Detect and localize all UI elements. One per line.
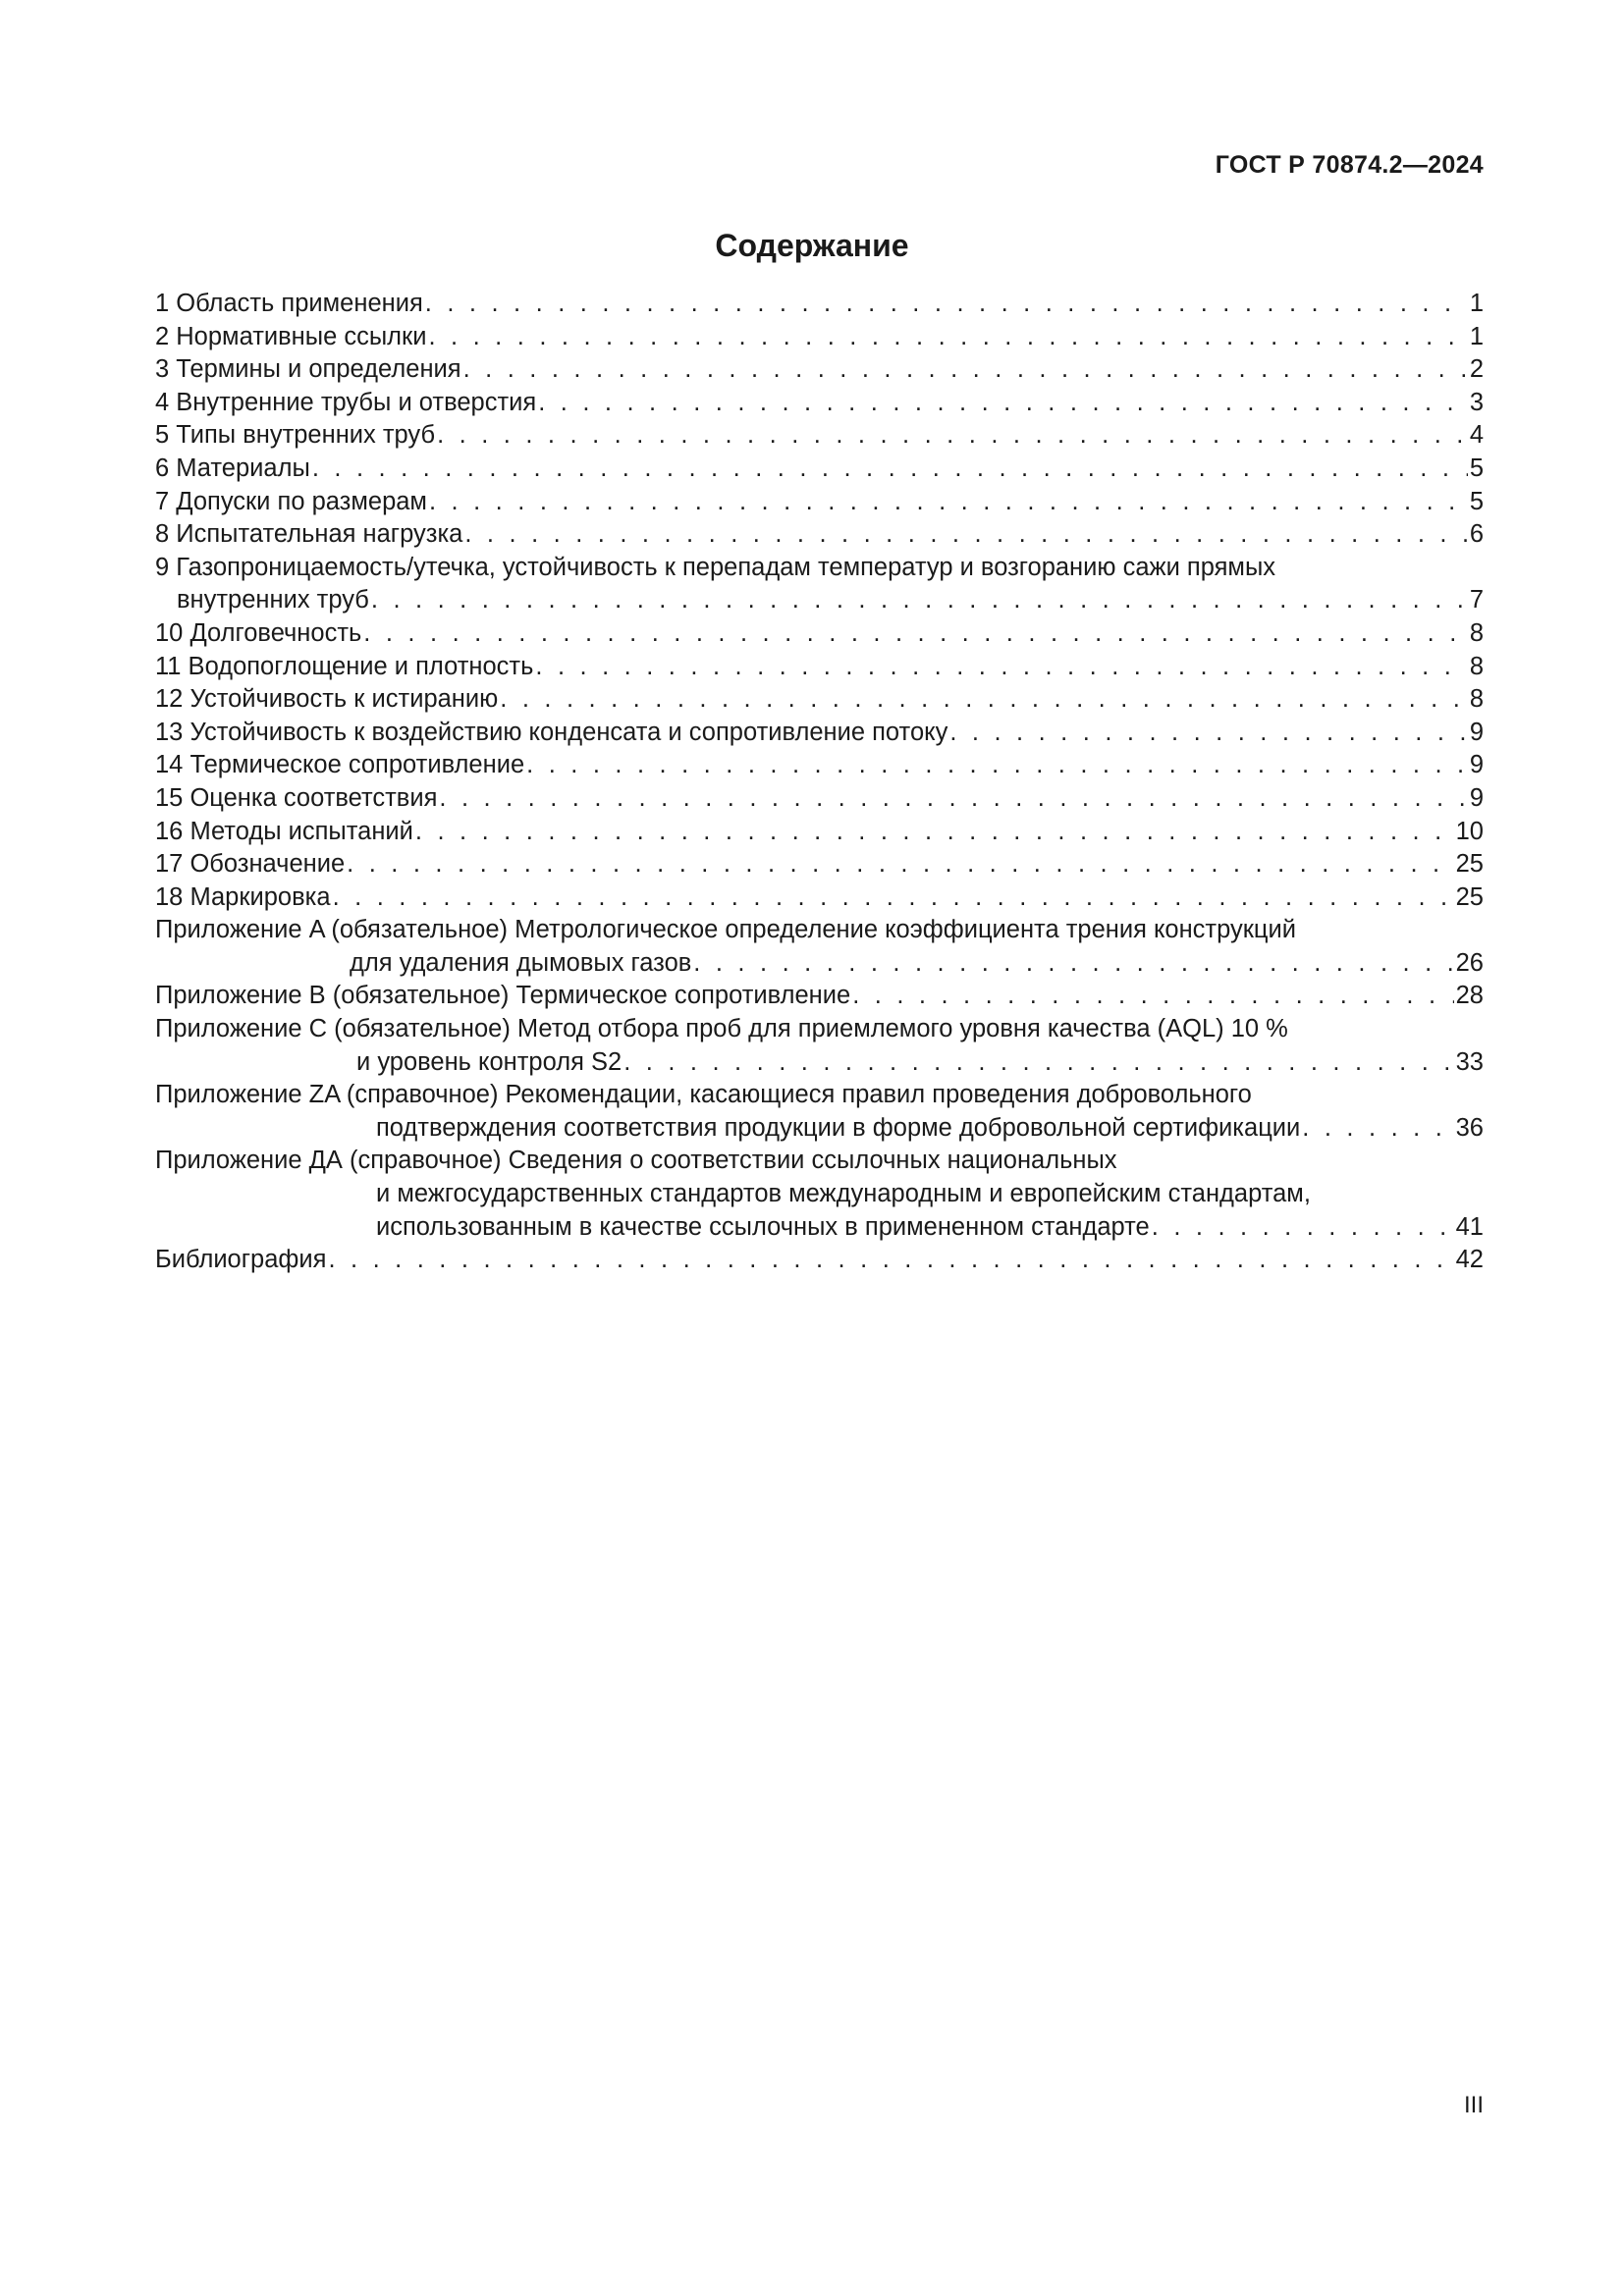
toc-entry-page: 41	[1455, 1212, 1484, 1241]
toc-entry[interactable]	[155, 1013, 1484, 1079]
toc-entry-page: 26	[1455, 948, 1484, 977]
toc-entry-title-continued: для удаления дымовых газов	[350, 948, 692, 977]
toc-entry-title: 2 Нормативные ссылки	[155, 322, 427, 350]
toc-entry-title: 14 Термическое сопротивление	[155, 751, 525, 779]
toc-entry-title-continued: подтверждения соответствия продукции в форме добровольной сертификации	[376, 1113, 1301, 1142]
toc-entry-page: 8	[1469, 618, 1484, 647]
toc-entry-title: 4 Внутренние трубы и отверстия	[155, 388, 537, 416]
toc-entry[interactable]	[155, 353, 1484, 387]
toc-entry-page: 36	[1455, 1113, 1484, 1142]
toc-entry[interactable]	[155, 816, 1484, 849]
toc-entry-page: 2	[1469, 355, 1484, 384]
toc-entry-title: Приложение A (обязательное) Метрологическое определение коэффициента трения конструкций	[155, 916, 1297, 944]
toc-entry[interactable]	[155, 1145, 1484, 1244]
toc-entry[interactable]	[155, 782, 1484, 816]
toc-entry[interactable]	[155, 1079, 1484, 1145]
toc-entry[interactable]	[155, 419, 1484, 453]
toc-entry-title-continued: и уровень контроля S2	[356, 1047, 623, 1076]
toc-entry-title: 10 Долговечность	[155, 618, 362, 647]
toc-entry[interactable]	[155, 453, 1484, 486]
toc-entry[interactable]	[155, 518, 1484, 552]
toc-entry-page: 1	[1469, 322, 1484, 350]
toc-entry-page: 7	[1469, 586, 1484, 614]
toc-entry[interactable]	[155, 683, 1484, 717]
toc-entry[interactable]	[155, 881, 1484, 915]
toc-entry-page: 42	[1455, 1246, 1484, 1274]
toc-entry-title: 13 Устойчивость к воздействию конденсата и сопротивление потоку	[155, 718, 948, 746]
toc-entry-page: 9	[1469, 783, 1484, 812]
toc-entry[interactable]	[155, 1244, 1484, 1277]
page-number: III	[1463, 2092, 1484, 2118]
toc-entry-page: 6	[1469, 520, 1484, 549]
toc-entry-page: 5	[1469, 487, 1484, 515]
toc-entry[interactable]	[155, 321, 1484, 354]
toc-entry-title: 12 Устойчивость к истиранию	[155, 685, 499, 714]
toc-entry-page: 9	[1469, 751, 1484, 779]
toc-entry-title: 17 Обозначение	[155, 850, 346, 879]
toc-entry[interactable]	[155, 980, 1484, 1013]
toc-entry-title: 1 Область применения	[155, 290, 423, 317]
toc-entry[interactable]	[155, 651, 1484, 684]
toc-entry-page: 8	[1469, 652, 1484, 680]
document-code: ГОСТ Р 70874.2—2024	[1215, 151, 1484, 179]
toc-entry-page: 3	[1469, 388, 1484, 416]
toc-entry-page: 8	[1469, 685, 1484, 714]
toc-entry[interactable]	[155, 288, 1484, 321]
toc-entry[interactable]	[155, 486, 1484, 519]
toc-entry-title-continued: внутренних труб	[177, 586, 369, 614]
toc-entry-page: 1	[1469, 290, 1484, 317]
toc-entry[interactable]	[155, 617, 1484, 651]
toc-entry-title: 15 Оценка соответствия	[155, 783, 438, 812]
toc-entry-page: 5	[1469, 454, 1484, 482]
toc-entry-page: 33	[1455, 1047, 1484, 1076]
toc-entry-title: 5 Типы внутренних труб	[155, 421, 436, 450]
toc-entry[interactable]	[155, 717, 1484, 750]
toc-entry-title: 7 Допуски по размерам	[155, 487, 427, 515]
toc-entry-title: 11 Водопоглощение и плотность	[155, 652, 534, 680]
toc-entry-title: Приложение ДА (справочное) Сведения о соответствии ссылочных национальных	[155, 1147, 1117, 1175]
toc-entry-page: 28	[1455, 982, 1484, 1010]
toc-entry-title: Приложение B (обязательное) Термическое сопротивление	[155, 982, 851, 1010]
toc-entry-title-continued: использованным в качестве ссылочных в примененном стандарте	[376, 1212, 1150, 1241]
table-of-contents	[155, 288, 1484, 1277]
toc-entry-page: 25	[1455, 882, 1484, 911]
toc-entry-title-continued: и межгосударственных стандартов международным и европейским стандартам,	[376, 1180, 1311, 1208]
page-title: Содержание	[715, 228, 909, 263]
toc-entry-title: Библиография	[155, 1246, 327, 1274]
toc-entry-title: 6 Материалы	[155, 454, 310, 482]
toc-entry-title: 3 Термины и определения	[155, 355, 461, 384]
toc-entry[interactable]	[155, 552, 1484, 617]
toc-entry-title: Приложение C (обязательное) Метод отбора проб для приемлемого уровня качества (AQL) 10 %	[155, 1015, 1288, 1043]
toc-entry-page: 9	[1469, 718, 1484, 746]
toc-entry[interactable]	[155, 848, 1484, 881]
toc-entry[interactable]	[155, 749, 1484, 782]
toc-entry-title: 9 Газопроницаемость/утечка, устойчивость к перепадам температур и возгоранию сажи прямых	[155, 553, 1276, 581]
toc-entry-title: 18 Маркировка	[155, 882, 331, 911]
toc-entry-page: 10	[1455, 817, 1484, 845]
toc-entry-page: 4	[1469, 421, 1484, 450]
toc-entry-title: 8 Испытательная нагрузка	[155, 520, 463, 549]
toc-entry-title: 16 Методы испытаний	[155, 817, 413, 845]
toc-entry[interactable]	[155, 387, 1484, 420]
toc-entry-title: Приложение ZA (справочное) Рекомендации, касающиеся правил проведения добровольного	[155, 1081, 1252, 1109]
toc-entry-page: 25	[1455, 850, 1484, 879]
toc-entry[interactable]	[155, 914, 1484, 980]
